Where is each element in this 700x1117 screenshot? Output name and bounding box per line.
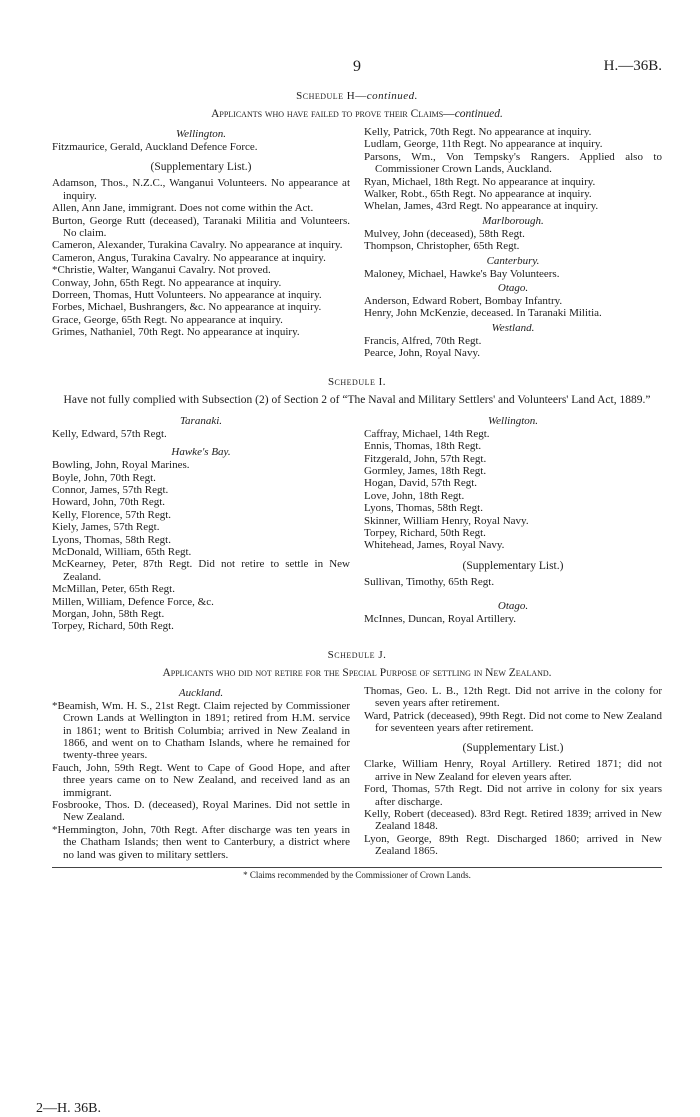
list-item: Burton, George Rutt (deceased), Taranaki Militia and Volunteers. No claim. [52,214,350,240]
entry-list [364,428,662,552]
schedule-i-left-column [52,413,350,633]
list-item: Whitehead, James, Royal Navy. [364,539,505,552]
list-item: Kelly, Florence, 57th Regt. [52,508,172,521]
list-item: Boyle, John, 70th Regt. [52,471,156,484]
list-item: Connor, James, 57th Regt. [52,483,169,496]
list-item: Parsons, Wm., Von Tempsky's Rangers. Applied also to Commissioner Crown Lands, Auckland. [364,150,662,176]
schedule-h-right-column [364,126,662,360]
region-heading: Taranaki. [179,414,223,427]
list-item: Grace, George, 65th Regt. No appearance at inquiry. [52,313,283,326]
schedule-i-right-column [364,413,662,633]
spacer [52,360,662,372]
page-number: 9 [353,58,361,75]
list-item: Thompson, Christopher, 65th Regt. [364,240,520,253]
list-item: Torpey, Richard, 50th Regt. [52,620,174,633]
list-item: Fauch, John, 59th Regt. Went to Cape of Good Hope, and after three years came on to New Zealand, and received land as an immigrant. [52,761,350,799]
list-item: *Hemmington, John, 70th Regt. After discharge was ten years in the Chatham Islands; then went to Canterbury, a district where no land was given to military settlers. [52,823,350,861]
list-item: Fitzmaurice, Gerald, Auckland Defence Force. [52,141,258,153]
list-item: Adamson, Thos., N.Z.C., Wanganui Volunteers. No appearance at inquiry. [52,177,350,202]
list-item: Gormley, James, 18th Regt. [364,464,487,477]
list-item: Sullivan, Timothy, 65th Regt. [364,575,495,588]
entry-list [364,613,662,625]
list-item: Anderson, Edward Robert, Bombay Infantry. [364,295,563,308]
region-heading: Wellington. [175,128,226,140]
list-item: Allen, Ann Jane, immigrant. Does not come within the Act. [52,202,314,215]
list-item: Morgan, John, 58th Regt. [52,607,165,620]
region-heading: Otago. [497,600,529,613]
list-item: Forbes, Michael, Bushrangers, &c. No appearance at inquiry. [52,301,322,314]
entry-list [364,758,662,857]
list-item: Lyons, Thomas, 58th Regt. [52,533,171,546]
entry-list [52,700,350,861]
spacer [52,633,662,645]
list-item: Whelan, James, 43rd Regt. No appearance at inquiry. [364,200,599,213]
list-item: Hogan, David, 57th Regt. [364,477,478,490]
schedule-i-columns [52,413,662,633]
entry-list [52,428,350,440]
footnote: * Claims recommended by the Commissioner of Crown Lands. [243,870,471,881]
list-item: Thomas, Geo. L. B., 12th Regt. Did not arrive in the colony for seven years after retirement. [364,684,662,710]
list-item: Caffray, Michael, 14th Regt. [364,427,490,440]
schedule-h-left-column [52,126,350,360]
list-item: Walker, Robt., 65th Regt. No appearance at inquiry. [364,188,592,201]
region-heading: Otago. [497,282,529,295]
entry-list [52,459,350,633]
region-heading: Wellington. [487,414,538,427]
list-item: Conway, John, 65th Regt. No appearance at inquiry. [52,276,282,289]
list-item: Lyons, Thomas, 58th Regt. [364,502,483,515]
list-item: Kiely, James, 57th Regt. [52,521,160,534]
list-item: Mulvey, John (deceased), 58th Regt. [364,227,525,240]
list-item: Dorreen, Thomas, Hutt Volunteers. No appearance at inquiry. [52,289,322,302]
region-heading: Westland. [491,321,535,334]
entry-list [364,335,662,360]
region-heading: Hawke's Bay. [171,446,231,459]
list-item: Cameron, Angus, Turakina Cavalry. No appearance at inquiry. [52,251,326,264]
schedule-j-right-column [364,685,662,861]
list-item: Kelly, Patrick, 70th Regt. No appearance at inquiry. [364,126,592,138]
schedule-h-subtitle: Applicants who have failed to prove their Claims—continued. [211,108,503,120]
list-item: Fitzgerald, John, 57th Regt. [364,452,487,465]
list-item: Kelly, Edward, 57th Regt. [52,427,167,440]
list-item: Bowling, John, Royal Marines. [52,459,190,472]
schedule-h-title: Schedule H—continued. [296,90,418,102]
list-item: Millen, William, Defence Force, &c. [52,595,214,608]
list-item: Love, John, 18th Regt. [364,489,465,502]
list-item: *Christie, Walter, Wanganui Cavalry. Not proved. [52,264,271,277]
list-item: McKearney, Peter, 87th Regt. Did not retire to settle in New Zealand. [52,558,350,583]
schedule-j-subtitle: Applicants who did not retire for the Special Purpose of settling in New Zealand. [162,666,552,679]
list-item: McDonald, William, 65th Regt. [52,545,192,558]
list-item: Clarke, William Henry, Royal Artillery. Retired 1871; did not arrive in New Zealand for eleven years after. [364,758,662,783]
list-item: McInnes, Duncan, Royal Artillery. [364,613,517,626]
list-item: Ennis, Thomas, 18th Regt. [364,440,482,453]
entry-list [364,126,662,213]
list-item: Fosbrooke, Thos. D. (deceased), Royal Marines. Did not settle in New Zealand. [52,799,350,824]
list-item: Francis, Alfred, 70th Regt. [364,334,482,347]
region-heading: Marlborough. [482,214,544,227]
entry-list [364,228,662,253]
supplementary-heading: (Supplementary List.) [150,161,252,174]
schedule-j-columns [52,685,662,861]
schedule-h-columns [52,126,662,360]
list-item: Torpey, Richard, 50th Regt. [364,526,486,539]
supplementary-heading: (Supplementary List.) [462,559,564,572]
document-page [52,58,662,880]
schedule-j-left-column [52,685,350,861]
list-item: *Beamish, Wm. H. S., 21st Regt. Claim rejected by Commissioner Crown Lands at Wellington in 1891; retired from H.M. service in 1861; went to British Columbia; arrived in New Zealand in 1866, and went on to Chatham Islands, where he remained for twenty-three years. [52,699,350,762]
list-item: McMillan, Peter, 65th Regt. [52,583,175,596]
document-reference: H.—36B. [603,58,662,74]
entry-list [364,295,662,320]
list-item: Pearce, John, Royal Navy. [364,347,480,360]
list-item: Cameron, Alexander, Turakina Cavalry. No appearance at inquiry. [52,239,343,252]
list-item: Lyon, George, 89th Regt. Discharged 1860; arrived in New Zealand 1865. [364,832,662,858]
list-item: Howard, John, 70th Regt. [52,496,166,509]
entry-list [364,268,662,280]
page-footer: 2—H. 36B. [36,1101,101,1116]
entry-list [52,177,350,338]
list-item: Grimes, Nathaniel, 70th Regt. No appearance at inquiry. [52,326,300,339]
schedule-j-title: Schedule J. [327,648,387,661]
footnote-rule [52,867,662,868]
entry-list [364,576,662,588]
supplementary-heading: (Supplementary List.) [462,742,564,755]
list-item: Ward, Patrick (deceased), 99th Regt. Did not come to New Zealand for seventeen years after retirement. [364,709,662,734]
list-item: Ludlam, George, 11th Regt. No appearance at inquiry. [364,138,603,151]
page-header [52,58,662,86]
list-item: Maloney, Michael, Hawke's Bay Volunteers. [364,267,560,280]
schedule-i-title: Schedule I. [327,375,387,388]
list-item: Henry, John McKenzie, deceased. In Taranaki Militia. [364,307,602,320]
list-item: Ford, Thomas, 57th Regt. Did not arrive in colony for six years after discharge. [364,783,662,808]
schedule-i-intro: Have not fully complied with Subsection (2) of Section 2 of “The Naval and Military Settlers' and Volunteers' Land Act, 1889.” [63,393,651,406]
entry-list [364,685,662,735]
list-item: Skinner, William Henry, Royal Navy. [364,514,529,527]
list-item: Kelly, Robert (deceased). 83rd Regt. Retired 1839; arrived in New Zealand 1848. [364,808,662,833]
region-heading: Auckland. [178,686,224,699]
region-heading: Canterbury. [486,254,540,267]
list-item: Ryan, Michael, 18th Regt. No appearance at inquiry. [364,175,596,188]
